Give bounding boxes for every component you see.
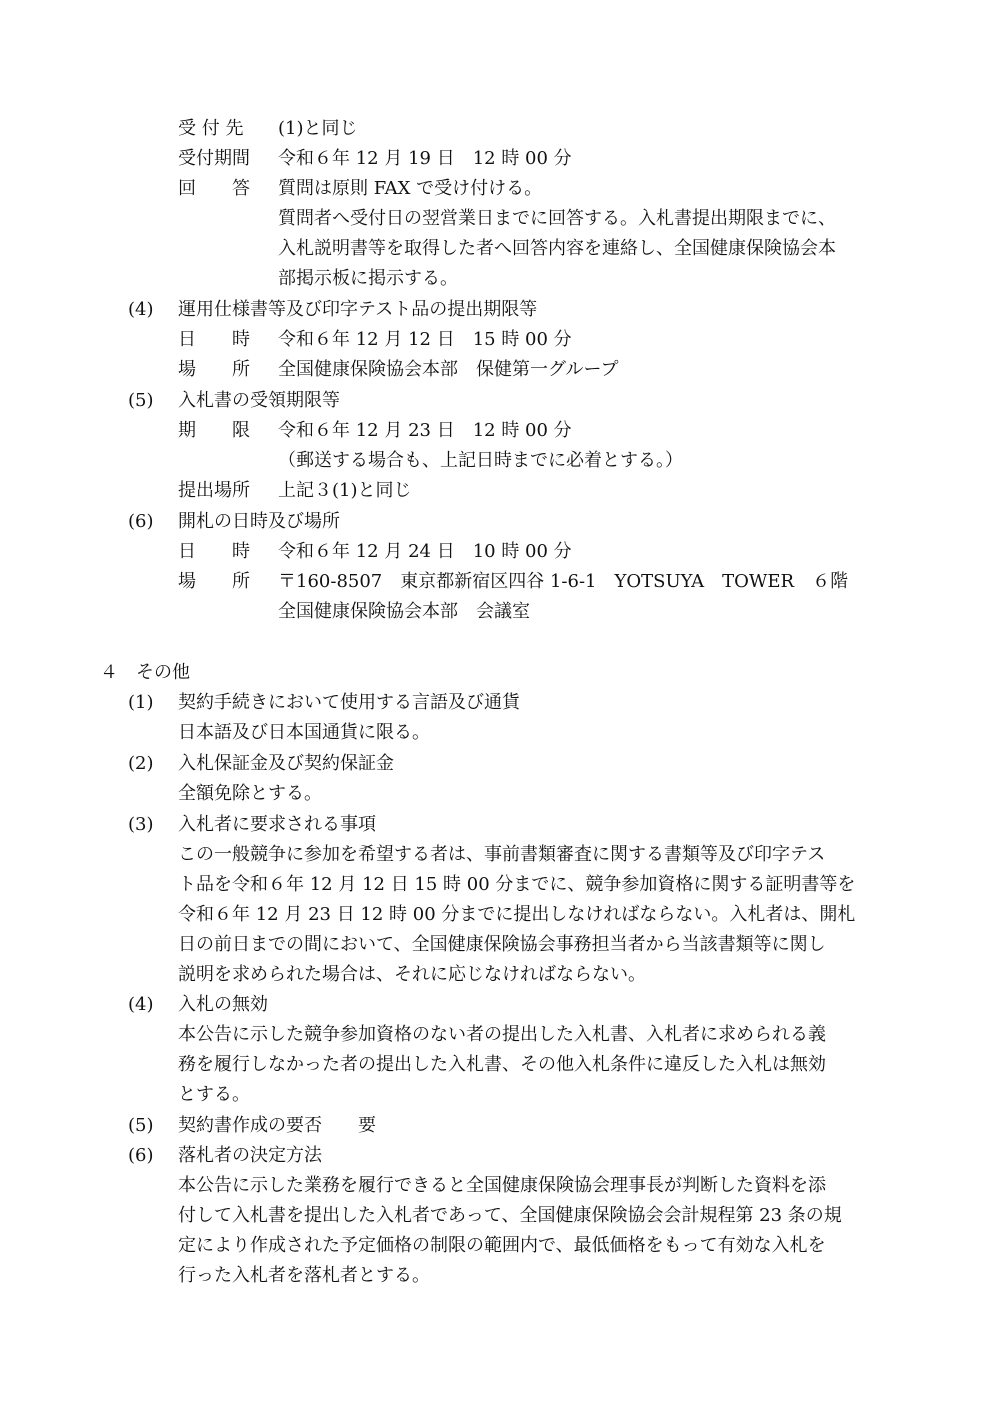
- submission-place-label: 提出場所: [178, 480, 250, 501]
- date-value: 令和６年 12 月 24 日 10 時 00 分: [278, 541, 572, 562]
- item-number: (6): [128, 511, 154, 532]
- date-label: 日 時: [178, 541, 250, 562]
- item-title: 契約手続きにおいて使用する言語及び通貨: [178, 692, 520, 713]
- item-number: (5): [128, 390, 154, 411]
- section-heading: ４ その他: [100, 662, 190, 683]
- deadline-label: 期 限: [178, 420, 250, 441]
- item-title: 開札の日時及び場所: [178, 511, 340, 532]
- item-body-line: 日本語及び日本国通貨に限る。: [178, 722, 430, 743]
- item-body-line: この一般競争に参加を希望する者は、事前書類審査に関する書類等及び印字テス: [178, 844, 826, 865]
- item-number: (3): [128, 814, 154, 835]
- item-body-line: 定により作成された予定価格の制限の範囲内で、最低価格をもって有効な入札を: [178, 1235, 826, 1256]
- reception-label: 受 付 先: [178, 118, 244, 139]
- answer-line: 入札説明書等を取得した者へ回答内容を連絡し、全国健康保険協会本: [278, 238, 836, 259]
- item-number: (4): [128, 299, 154, 320]
- item-body-line: 行った入札者を落札者とする。: [178, 1265, 430, 1286]
- date-label: 日 時: [178, 329, 250, 350]
- item-number: (6): [128, 1145, 154, 1166]
- item-body-line: 令和６年 12 月 23 日 12 時 00 分までに提出しなければならない。入札者は、開札: [178, 904, 856, 925]
- item-number: (4): [128, 994, 154, 1015]
- period-label: 受付期間: [178, 148, 250, 169]
- item-title: 落札者の決定方法: [178, 1145, 322, 1166]
- item-number: (1): [128, 692, 154, 713]
- place-value: 全国健康保険協会本部 会議室: [278, 601, 530, 622]
- item-title: 入札保証金及び契約保証金: [178, 753, 394, 774]
- place-label: 場 所: [178, 359, 250, 380]
- item-title: 入札書の受領期限等: [178, 390, 340, 411]
- answer-line: 質問者へ受付日の翌営業日までに回答する。入札書提出期限までに、: [278, 208, 836, 229]
- item-body-line: 本公告に示した業務を履行できると全国健康保険協会理事長が判断した資料を添: [178, 1175, 826, 1196]
- item-body-line: ト品を令和６年 12 月 12 日 15 時 00 分までに、競争参加資格に関する証明書等を: [178, 874, 856, 895]
- item-body-line: 日の前日までの間において、全国健康保険協会事務担当者から当該書類等に関し: [178, 934, 826, 955]
- deadline-note: （郵送する場合も、上記日時までに必着とする。）: [278, 450, 683, 471]
- item-number: (5): [128, 1115, 154, 1136]
- item-body-line: 本公告に示した競争参加資格のない者の提出した入札書、入札者に求められる義: [178, 1024, 826, 1045]
- item-title: 入札の無効: [178, 994, 268, 1015]
- reception-value: (1)と同じ: [278, 118, 358, 139]
- place-value: 〒160-8507 東京都新宿区四谷 1-6-1 YOTSUYA TOWER ６階: [278, 571, 849, 592]
- item-title: 契約書作成の要否 要: [178, 1115, 376, 1136]
- item-number: (2): [128, 753, 154, 774]
- place-value: 全国健康保険協会本部 保健第一グループ: [278, 359, 619, 380]
- answer-line: 部掲示板に掲示する。: [278, 268, 458, 289]
- item-body-line: 説明を求められた場合は、それに応じなければならない。: [178, 964, 646, 985]
- answer-label: 回 答: [178, 178, 250, 199]
- item-body-line: 務を履行しなかった者の提出した入札書、その他入札条件に違反した入札は無効: [178, 1054, 826, 1075]
- place-label: 場 所: [178, 571, 250, 592]
- answer-line: 質問は原則 FAX で受け付ける。: [278, 178, 543, 199]
- item-body-line: 付して入札書を提出した入札者であって、全国健康保険協会会計規程第 23 条の規: [178, 1205, 842, 1226]
- submission-place-value: 上記３(1)と同じ: [278, 480, 412, 501]
- date-value: 令和６年 12 月 12 日 15 時 00 分: [278, 329, 572, 350]
- period-value: 令和６年 12 月 19 日 12 時 00 分: [278, 148, 572, 169]
- item-body-line: 全額免除とする。: [178, 783, 322, 804]
- item-body-line: とする。: [178, 1084, 250, 1105]
- deadline-value: 令和６年 12 月 23 日 12 時 00 分: [278, 420, 572, 441]
- item-title: 運用仕様書等及び印字テスト品の提出期限等: [178, 299, 538, 320]
- item-title: 入札者に要求される事項: [178, 814, 376, 835]
